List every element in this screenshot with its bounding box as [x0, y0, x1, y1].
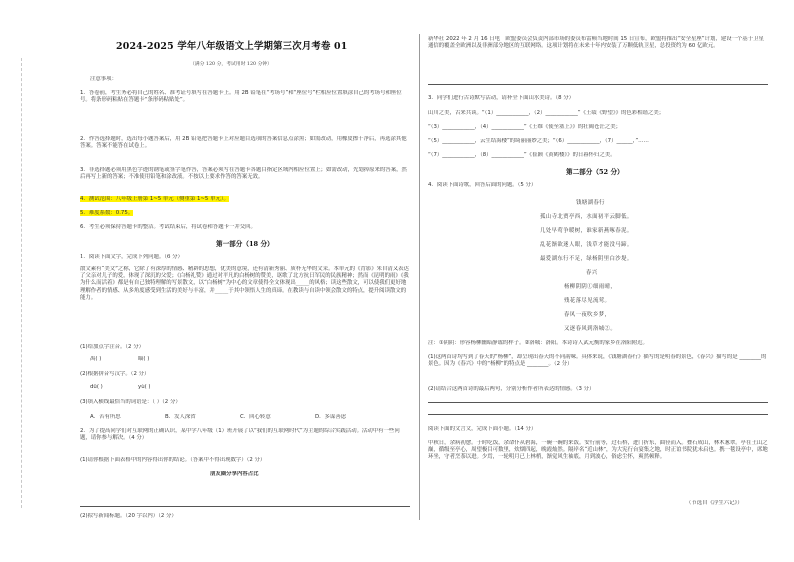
part-one-heading: 第一部分（18 分）	[216, 240, 274, 248]
question-1-sub-1: (1)给加点字注音。（2 分）	[80, 344, 144, 350]
part-two-heading: 第二部分（52 分）	[566, 168, 624, 176]
column-divider	[419, 34, 420, 520]
question-3-line-4: “（7）____________，（8）____________”《崔颢《黄鹤楼》》的日暮怀归之美。	[428, 152, 616, 158]
notice-3: 3．非选择题必须用黑色字迹的钢笔或签字笔作答，答案必须写在答题卡各题目指定区域内相应位置上；如需改动，先划掉原来的答案，然后再写上新的答案；不准使用铅笔和涂改液。不按以上要求作答的答案无效。	[80, 167, 407, 181]
question-3: 3．同学们进行古诗默写活动，请补全下面山水美诗。（8 分）	[428, 95, 575, 101]
notice-6: 6．考生必须保持答题卡的整洁。考试结束后，将试卷和答题卡一并交回。	[80, 224, 256, 230]
question-1-passage: 散文素有“美文”之称，它除了有深厚的情感、精辟的思想，优美的意境，还有清新秀丽、质朴无华的文采。本单元的《背影》朱自清又表达了父亲对儿子的爱，体现了深沉的父爱；《白杨礼赞》通过对平凡的白杨树的赞美，讴歌了北方抗日军民的民族精神；然而《昆明的雨》《我为什么而活着》都是有自己独特理解的写景散文，以“白杨树”为中心的文章使得全文体现出_____的风格；读这些散文，可以使我们更好地理解作者的情感、从多角度感受到生活的美好与丰富，并_____于其中领悟人生的真谛。在教读与自读中领会散文的特点，提升阅读散文的能力。	[80, 266, 409, 301]
question-3-line-1: 山川之美，古来共谈。“（1）____________，（2）____________”《王绩《野望》》的色彩相谐之美；	[428, 110, 665, 116]
news-passage: 新华社 2022 年 2 月 16 日电 欧盟委员会负责内部市场的委员布雷顿当地时间 15 日宣布，欧盟将推出“安全星座”计划，建设一个基于卫星通信的覆盖全欧洲以及非洲部分地区的互联网络。这项计划将在未来十年内安装了万颗低轨卫星，总投资约为 60 亿欧元。	[428, 36, 764, 50]
table-title: 朋友圈分享内容占比	[210, 471, 259, 477]
option-b[interactable]: B．发人深省	[165, 414, 196, 420]
answer-line[interactable]	[80, 506, 410, 507]
poem-note: 注：①阴阴：形容杨柳幽暗静谧的样子。②洛城：洛阳。本诗诗人武元衡的家乡在洛阳附近。	[428, 340, 648, 346]
answer-line[interactable]	[428, 402, 768, 403]
poem-2-line-1: 杨柳阴阴①细雨晴，	[564, 284, 617, 290]
notice-4: 4．测试范围：八年级上册第 1~5 单元（侧重第 1~5 单元）。	[80, 196, 229, 202]
answer-line[interactable]	[428, 414, 768, 415]
question-3-line-2: “（3）____________，（4）____________”《王维《使至塞上》》的壮阔苍茫之美；	[428, 124, 622, 130]
poem-2-line-2: 残花落尽见流莺。	[564, 298, 611, 304]
question-1-sub-2: (2)根据拼音写汉字。（2 分）	[80, 371, 150, 377]
question-3-line-3: “（5）____________，云生结海楼”的绮丽丽妙之美；“（6）____________，（7）______，”……	[428, 138, 649, 144]
poem-2-line-4: 又逐春风到洛城②。	[564, 326, 617, 332]
option-c[interactable]: C．回心转意	[240, 414, 271, 420]
answer-blank-3[interactable]: dǔ( )	[90, 384, 103, 390]
poem-1-line-2: 几处早莺争暖树，谁家新燕啄春泥。	[540, 228, 633, 234]
binding-line	[21, 58, 22, 508]
question-4-sub-2: (2)请结合这两首诗的最后两句，分别分析作者所表达的情感。（3 分）	[428, 386, 595, 392]
poem-1-line-1: 孤山寺北贾亭西，水面初平云脚低。	[540, 214, 633, 220]
answer-blank-4[interactable]: yù( )	[138, 384, 151, 390]
answer-line[interactable]	[428, 84, 768, 85]
poem-1-line-3: 乱花渐欲迷人眼，浅草才能没马蹄。	[540, 242, 633, 248]
question-4-sub-1: (1)这两首诗均写到了春天的“杨柳”，却呈现出春天的不同韵味。具体来说，《钱塘湖春行》描写的是明春的景色，《春兴》描写的是 ________的景色。因为《春兴》中的“杨柳”的特点是 ________。（2 分）	[428, 354, 767, 368]
notice-2: 2．作答选择题时，选出每小题答案后，用 2B 铅笔把答题卡上对应题目选项的答案信息点涂黑；如需改动，用橡皮擦干净后，再选涂其他答案。答案不能答在试卷上。	[80, 136, 407, 150]
answer-blank-2[interactable]: 瞄( )	[138, 356, 150, 362]
notice-1: 1．答卷前，考生务必将自己的姓名、准考证号填写在答题卡上。用 2B 铅笔在“考场号”和“座位号”栏相应位置填涂自己的考场号和座位号。将条形码粘贴在答题卡“条形码粘贴处”。	[80, 90, 402, 104]
poem-2-title: 春兴	[586, 270, 598, 276]
notice-5: 5．难度系数：0.75。	[80, 210, 134, 216]
question-1-sub-3: (3)填入横线最恰当的词语是：（ ）（2 分）	[80, 399, 181, 405]
exam-title: 2024-2025 学年八年级语文上学期第三次月考卷 01	[116, 41, 348, 52]
poem-1-line-4: 最爱湖东行不足，绿杨阴里白沙堤。	[540, 256, 633, 262]
question-5: 阅读下面的文言文，完成下面小题。（14 分）	[428, 426, 537, 432]
answer-blank-1[interactable]: 禹( )	[90, 356, 102, 362]
question-4: 4．阅读下面诗歌，回答后面的问题。（5 分）	[428, 182, 537, 188]
poem-2-line-3: 春风一夜吹乡梦，	[564, 312, 611, 318]
notice-heading: 注意事项：	[90, 76, 117, 82]
question-1: 1．阅读下面文字，完成下列问题。（6 分）	[80, 254, 183, 260]
question-2-sub-1: (1)请你根据下面表格中的内容得出你的结论。（答案中不得出现数字）（2 分）	[80, 457, 266, 463]
exam-subtitle: （满分 120 分，考试用时 120 分钟）	[190, 62, 272, 67]
option-d[interactable]: D．多谋善虑	[315, 414, 347, 420]
passage-source: （节选自《浮生六记》）	[686, 500, 743, 506]
question-5-passage: 中秋日，余病初愈。于时吃饭，余命仆从碧海，一碗一碗的来饭。安行前等，过石桥，进门折东，曲径而入。叠石成山，林木葱翠。亭在土山之巅，循级至亭心，周望极目可数里，炊烟四起，晚霞灿然。隔岸名“近山林”，为大宪行台宴集之地，时正谊书院犹未启也。携一毯设亭中，席地环坐，守者烹茶以进。少焉，一轮明月已上林梢，渐觉风生袖底，月到波心，俗虑尘怀，爽然顿释。	[428, 440, 768, 461]
question-2-sub-2: (2)拟写新闻标题。（20 字以内）（2 分）	[80, 513, 177, 519]
poem-1-title: 钱塘湖春行	[576, 200, 605, 206]
question-2: 2．为了提高同学们对互联网的正确认识，某中学八年级（1）班开展了以“我们的互联网时代”为主题的综合实践活动。活动中有一些问题，请你参与解决。（4 分）	[80, 428, 400, 442]
option-a[interactable]: A．苦有所思	[90, 414, 121, 420]
